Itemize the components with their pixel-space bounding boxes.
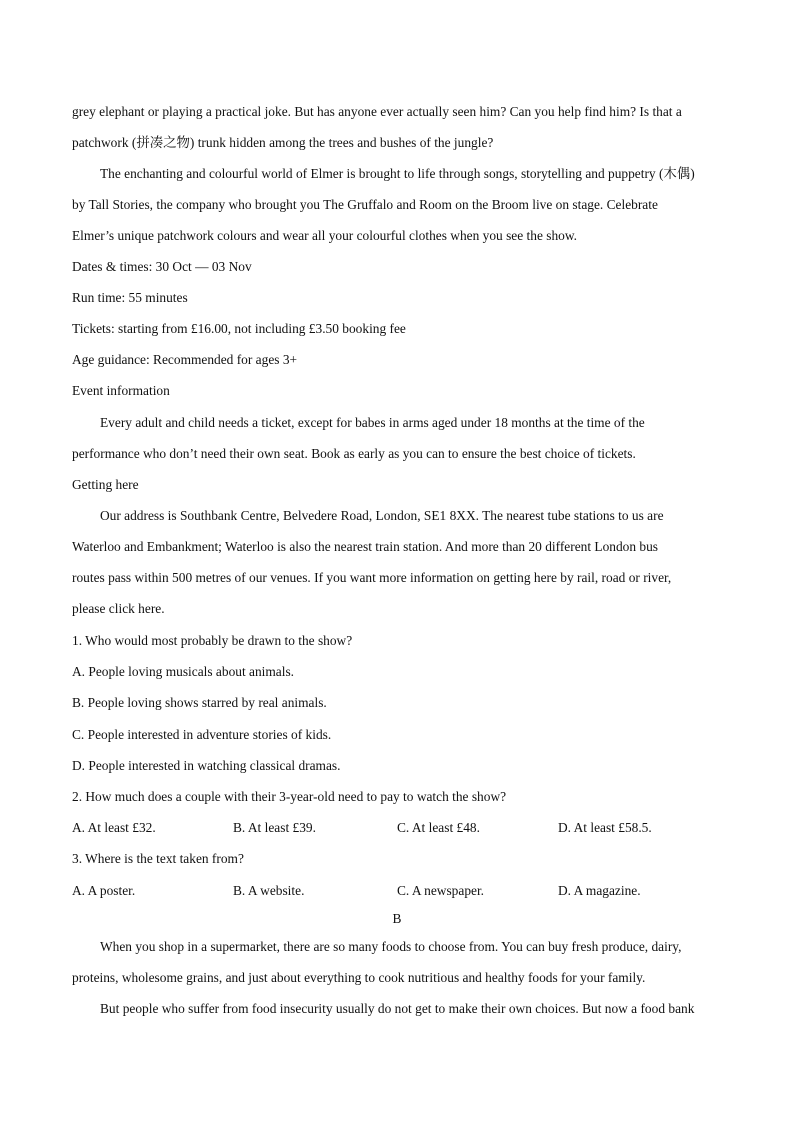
click-here-link: please click here. [72, 601, 165, 616]
passage-line: by Tall Stories, the company who brought you The Gruffalo and Room on the Broom live on stage. Celebrate [72, 197, 658, 212]
question-2-stem: 2. How much does a couple with their 3-year-old need to pay to watch the show? [72, 789, 507, 804]
question-3-option-b: B. A website. [233, 883, 305, 898]
question-1-option-c: C. People interested in adventure stories of kids. [72, 727, 332, 742]
question-1-option-d: D. People interested in watching classical dramas. [72, 758, 341, 773]
passage-line: grey elephant or playing a practical joke. But has anyone ever actually seen him? Can you help find him? Is that a [72, 104, 682, 119]
question-2-option-c: C. At least £48. [397, 820, 480, 835]
question-1-stem: 1. Who would most probably be drawn to the show? [72, 633, 353, 648]
question-2-option-b: B. At least £39. [233, 820, 316, 835]
question-1-option-b: B. People loving shows starred by real animals. [72, 695, 327, 710]
section-heading-getting-here: Getting here [72, 477, 139, 492]
passage-line: The enchanting and colourful world of Elmer is brought to life through songs, storytelling and puppetry (木偶) [100, 166, 695, 181]
passage-b-heading: B [392, 911, 402, 926]
event-age-guidance: Age guidance: Recommended for ages 3+ [72, 352, 298, 367]
event-runtime: Run time: 55 minutes [72, 290, 188, 305]
passage-line: performance who don’t need their own seat. Book as early as you can to ensure the best choice of tickets. [72, 446, 636, 461]
question-1-option-a: A. People loving musicals about animals. [72, 664, 295, 679]
passage-line: But people who suffer from food insecurity usually do not get to make their own choices. But now a food bank [100, 1001, 695, 1016]
passage-line: Every adult and child needs a ticket, except for babes in arms aged under 18 months at the time of the [100, 415, 645, 430]
event-dates: Dates & times: 30 Oct — 03 Nov [72, 259, 252, 274]
passage-line: proteins, wholesome grains, and just about everything to cook nutritious and healthy foods for your family. [72, 970, 646, 985]
question-3-stem: 3. Where is the text taken from? [72, 851, 244, 866]
question-3-option-a: A. A poster. [72, 883, 136, 898]
passage-line: Elmer’s unique patchwork colours and wear all your colourful clothes when you see the show. [72, 228, 577, 243]
question-3-option-d: D. A magazine. [558, 883, 641, 898]
section-heading-event-information: Event information [72, 383, 170, 398]
passage-line: patchwork (拼凑之物) trunk hidden among the trees and bushes of the jungle? [72, 135, 494, 150]
question-3-option-c: C. A newspaper. [397, 883, 485, 898]
question-2-option-d: D. At least £58.5. [558, 820, 652, 835]
passage-line: routes pass within 500 metres of our venues. If you want more information on getting here by rail, road or river, [72, 570, 672, 585]
passage-line: When you shop in a supermarket, there are so many foods to choose from. You can buy fresh produce, dairy, [100, 939, 682, 954]
passage-line: Our address is Southbank Centre, Belvedere Road, London, SE1 8XX. The nearest tube stations to us are [100, 508, 664, 523]
question-2-option-a: A. At least £32. [72, 820, 156, 835]
event-tickets: Tickets: starting from £16.00, not including £3.50 booking fee [72, 321, 406, 336]
passage-line: Waterloo and Embankment; Waterloo is also the nearest train station. And more than 20 different London bus [72, 539, 659, 554]
